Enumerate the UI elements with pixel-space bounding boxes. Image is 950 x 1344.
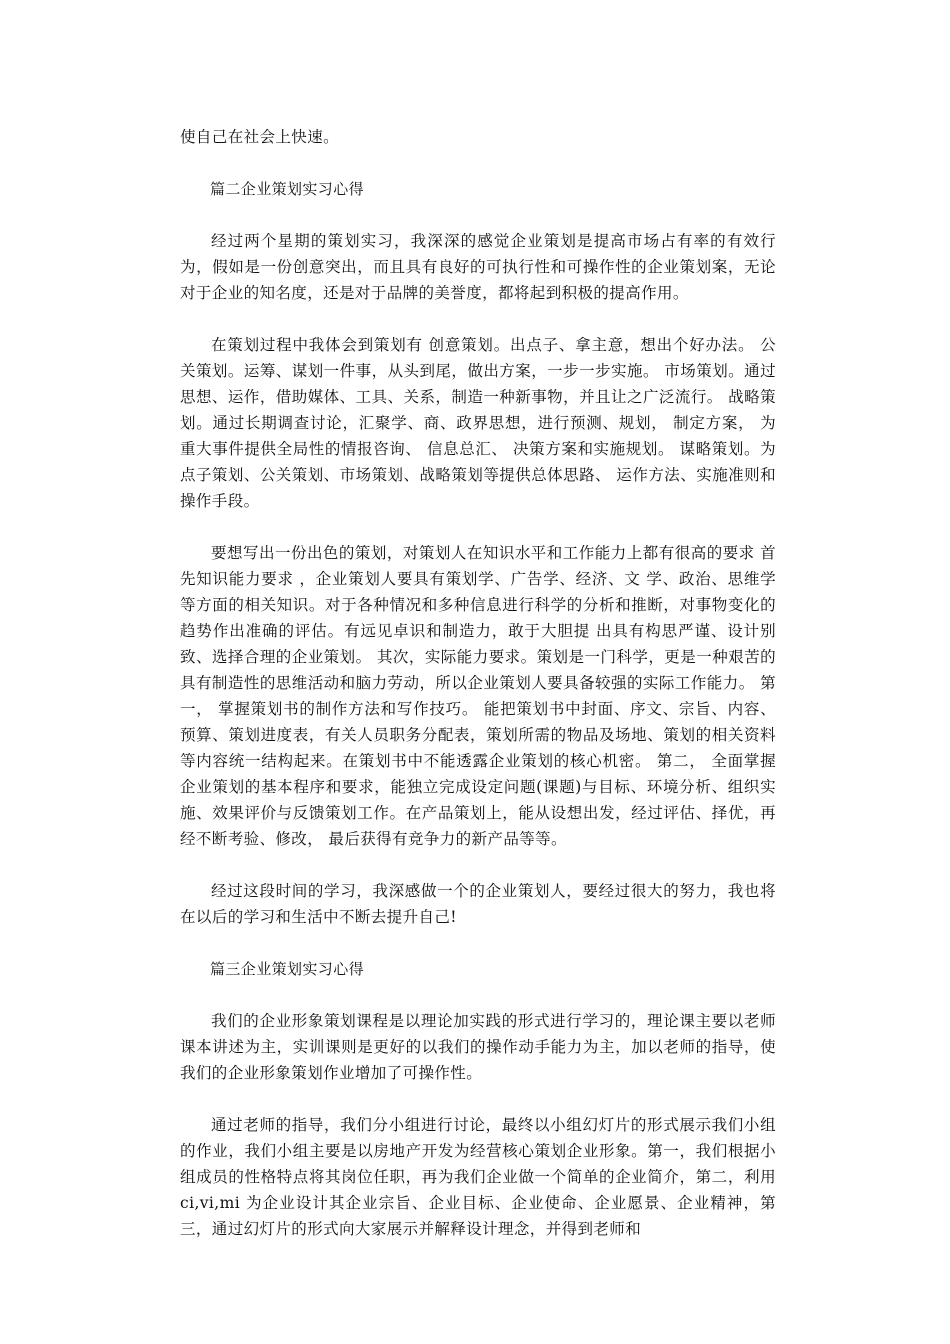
document-body <box>180 124 776 1242</box>
continuation-line: 使自己在社会上快速。 <box>180 128 340 146</box>
paragraph: 在策划过程中我体会到策划有 创意策划。出点子、拿主意，想出个好办法。 公关策划。运筹、谋划一件事，从头到尾，做出方案，一步一步实施。 市场策划。通过思想、运作，借助媒体、工具、关系，制造一种新事物，并且让之广泛流行。 战略策划。通过长期调查讨论，汇聚学、商、政界思想，进行预测、规划， 制定方案， 为重大事件提供全局性的情报咨询、 信息总汇、 决策方案和实施规划。 谋略策划。为点子策划、公关策划、市场策划、战略策划等提供总体思路、 运作方法、实施准则和操作手段。 <box>180 336 776 510</box>
paragraph: 经过这段时间的学习，我深感做一个的企业策划人，要经过很大的努力，我也将在以后的学习和生活中不断去提升自己! <box>180 882 776 926</box>
paragraph: 经过两个星期的策划实习，我深深的感觉企业策划是提高市场占有率的有效行为，假如是一份创意突出，而且具有良好的可执行性和可操作性的企业策划案，无论对于企业的知名度，还是对于品牌的美誉度，都将起到积极的提高作用。 <box>180 232 776 302</box>
paragraph: 要想写出一份出色的策划，对策划人在知识水平和工作能力上都有很高的要求 首先知识能力要求 ，企业策划人要具有策划学、广告学、经济、文 学、政治、思维学等方面的相关知识。对于各种情况和多种信息进行科学的分析和推断，对事物变化的趋势作出准确的评估。有远见卓识和制造力，敢于大胆提 出具有构思严谨、设计别致、选择合理的企业策划。 其次，实际能力要求。策划是一门科学，更是一种艰苦的具有制造性的思维活动和脑力劳动，所以企业策划人要具备较强的实际工作能力。 第一， 掌握策划书的制作方法和写作技巧。 能把策划书中封面、序文、宗旨、内容、预算、策划进度表，有关人员职务分配表，策划所需的物品及场地、策划的相关资料等内容统一结构起来。在策划书中不能透露企业策划的核心机密。 第二， 全面掌握企业策划的基本程序和要求，能独立完成设定问题(课题)与目标、环境分析、组织实施、效果评价与反馈策划工作。在产品策划上，能从设想出发，经过评估、择优，再经不断考验、修改， 最后获得有竞争力的新产品等等。 <box>180 544 776 848</box>
paragraph: 通过老师的指导，我们分小组进行讨论，最终以小组幻灯片的形式展示我们小组的作业，我们小组主要是以房地产开发为经营核心策划企业形象。第一，我们根据小组成员的性格特点将其岗位任职，再为我们企业做一个简单的企业简介，第二，利用 ci,vi,mi 为企业设计其企业宗旨、企业目标、企业使命、企业愿景、企业精神，第三，通过幻灯片的形式向大家展示并解释设计理念，并得到老师和 <box>180 1116 776 1238</box>
section-heading-2: 篇二企业策划实习心得 <box>210 180 365 198</box>
section-heading-3: 篇三企业策划实习心得 <box>210 960 365 978</box>
paragraph: 我们的企业形象策划课程是以理论加实践的形式进行学习的，理论课主要以老师课本讲述为主，实训课则是更好的以我们的操作动手能力为主，加以老师的指导，使我们的企业形象策划作业增加了可操作性。 <box>180 1012 776 1082</box>
